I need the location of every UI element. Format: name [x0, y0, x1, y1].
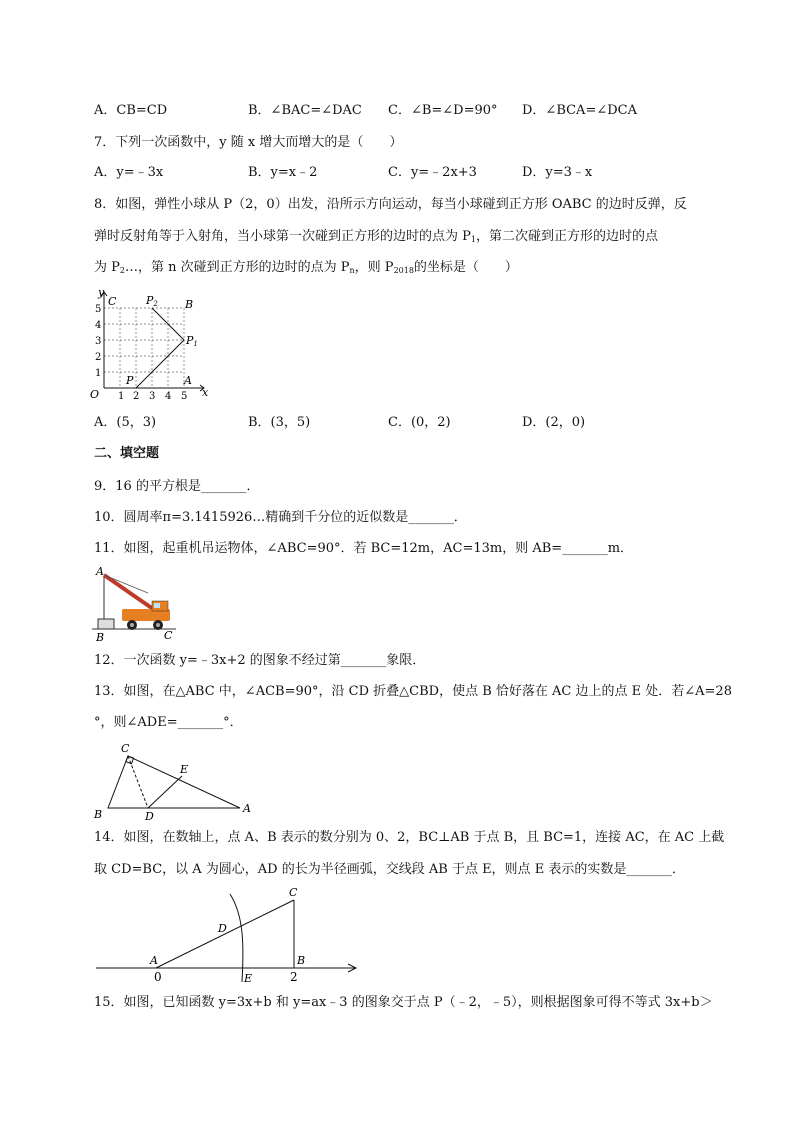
q8-line2-sub: 1	[470, 235, 476, 244]
q11-fig-c-label: C	[164, 629, 173, 642]
q8-line3-sub2: n	[349, 266, 355, 275]
q8-line2-tail: ，第二次碰到正方形的边时的点	[475, 229, 658, 244]
q13-fig-d-label: D	[145, 810, 154, 822]
q8-line2	[94, 228, 658, 249]
q14-line2: 取 CD=BC，以 A 为圆心，AD 的长为半径画弧，交线段 AB 于点 E，则点 E 表示的实数是_______．	[94, 862, 685, 877]
q8-line3-c: ，则 P	[354, 260, 394, 275]
q13-triangle-figure	[90, 738, 260, 822]
q13-fig-c-label: C	[121, 742, 130, 755]
q6-option-a: A．CB=CD	[94, 103, 168, 118]
q8-line3	[94, 259, 518, 280]
q8-fig-c-label: C	[108, 295, 117, 308]
q7-option-c: C．y=﹣2x+3	[388, 165, 477, 180]
q14-fig-zero-label: 0	[154, 970, 162, 984]
q8-fig-ytick: 2	[95, 352, 102, 363]
q8-fig-xtick: 5	[181, 391, 188, 400]
q6-option-c: C．∠B=∠D=90°	[388, 103, 498, 118]
q7-option-d: D．y=3﹣x	[522, 165, 593, 180]
q13-fig-e-label: E	[180, 763, 189, 776]
q8-fig-xtick: 3	[149, 391, 156, 400]
q14-fig-e-label: E	[244, 972, 253, 985]
q7-stem: 7．下列一次函数中，y 随 x 增大而增大的是（ ）	[94, 135, 403, 150]
q14-fig-c-label: C	[289, 886, 298, 899]
q13-fig-a-label: A	[243, 802, 251, 815]
q14-line1: 14．如图，在数轴上，点 A、B 表示的数分别为 0、2，BC⊥AB 于点 B，且 BC=1，连接 AC，在 AC 上截	[94, 830, 725, 845]
q8-fig-p1-label: P1	[186, 334, 198, 348]
q8-fig-ytick: 1	[95, 368, 102, 379]
q8-grid-figure	[90, 288, 210, 400]
q8-fig-p-label: P	[126, 374, 134, 387]
q8-fig-a-label: A	[184, 374, 192, 387]
q8-option-d: D．(2，0)	[522, 415, 586, 430]
q8-fig-y-label: y	[98, 288, 105, 299]
q11-crane-figure	[92, 563, 182, 643]
q6-option-d: D．∠BCA=∠DCA	[522, 103, 637, 118]
q8-line3-a: 为 P	[94, 260, 120, 275]
q8-fig-p2-label: P2	[146, 294, 158, 308]
q11-fig-b-label: B	[96, 631, 105, 643]
q13-line1: 13．如图，在△ABC 中，∠ACB=90°，沿 CD 折叠△CBD，使点 B 恰好落在 AC 边上的点 E 处．若∠A=28	[94, 684, 732, 699]
q15-stem: 15．如图，已知函数 y=3x+b 和 y=ax﹣3 的图象交于点 P（﹣2，﹣5），则根据图象可得不等式 3x+b＞	[94, 995, 713, 1010]
q8-option-c: C．(0，2)	[388, 415, 451, 430]
q14-numberline-figure	[94, 886, 364, 986]
q8-fig-xtick: 2	[133, 391, 140, 400]
q7-option-a: A．y=﹣3x	[94, 165, 164, 180]
q8-line3-sub3: 2018	[393, 266, 414, 275]
q11-stem: 11．如图，起重机吊运物体，∠ABC=90°．若 BC=12m，AC=13m，则 AB=_______m．	[94, 541, 634, 556]
q8-line3-b: …，第 n 次碰到正方形的边时的点为 P	[124, 260, 350, 275]
q8-option-b: B．(3，5)	[248, 415, 311, 430]
q13-fig-b-label: B	[94, 808, 103, 821]
q8-option-a: A．(5，3)	[94, 415, 157, 430]
q11-fig-a-label: A	[96, 565, 104, 578]
q8-line2-text: 弹时反射角等于入射角，当小球第一次碰到正方形的边时的点为 P	[94, 229, 471, 244]
q8-fig-ytick: 5	[95, 304, 102, 315]
q10-stem: 10．圆周率π=3.1415926…精确到千分位的近似数是_______．	[94, 510, 467, 525]
q8-line3-d: 的坐标是（ ）	[413, 260, 518, 275]
q8-fig-ytick: 3	[95, 336, 102, 347]
q8-fig-b-label: B	[185, 298, 194, 311]
q7-option-b: B．y=x﹣2	[248, 165, 318, 180]
section-heading-fill-in: 二、填空题	[94, 446, 160, 461]
q8-fig-o-label: O	[90, 388, 100, 400]
q8-fig-x-label: x	[202, 386, 209, 399]
q6-option-b: B．∠BAC=∠DAC	[248, 103, 362, 118]
q8-fig-xtick: 4	[165, 391, 172, 400]
q14-fig-two-label: 2	[290, 970, 298, 984]
q14-fig-d-label: D	[218, 922, 227, 935]
q9-stem: 9．16 的平方根是_______．	[94, 479, 260, 494]
q8-fig-ytick: 4	[95, 320, 102, 331]
q14-fig-a-label: A	[150, 954, 158, 967]
q13-line2: °，则∠ADE=_______°．	[94, 715, 243, 730]
q8-line3-sub1: 2	[119, 266, 125, 275]
q8-line1: 8．如图，弹性小球从 P（2，0）出发，沿所示方向运动，每当小球碰到正方形 OABC 的边时反弹，反	[94, 197, 687, 212]
q14-fig-b-label: B	[297, 954, 306, 967]
q12-stem: 12．一次函数 y=﹣3x+2 的图象不经过第_______象限．	[94, 653, 426, 668]
q8-fig-xtick: 1	[118, 391, 125, 400]
